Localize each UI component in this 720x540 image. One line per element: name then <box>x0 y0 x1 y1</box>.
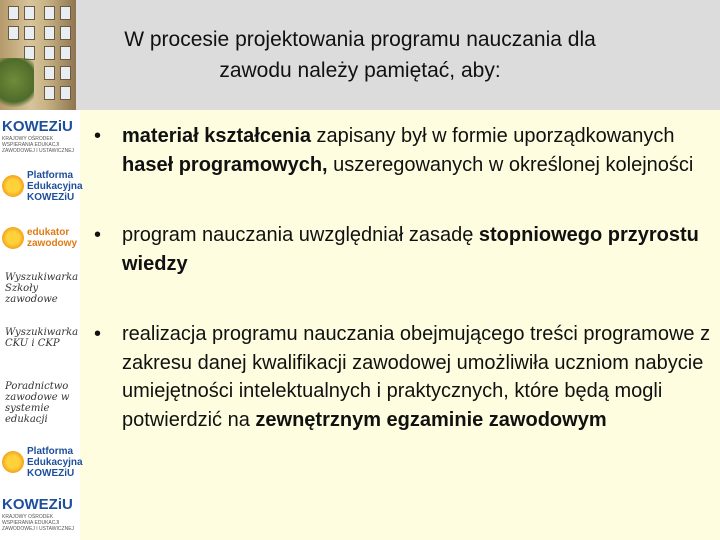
logo-sidebar <box>0 110 83 540</box>
bullet-item-2 <box>88 221 712 278</box>
slide-title-line-2: zawodu należy pamiętać, aby: <box>219 59 501 82</box>
koweziu-logo-2-subtitle: KRAJOWY OŚRODEK WSPIERANIA EDUKACJI ZAWODOWEJ I USTAWICZNEJ <box>2 514 75 532</box>
building-photo <box>0 0 76 110</box>
sun-icon <box>2 451 24 473</box>
koweziu-logo-subtitle: KRAJOWY OŚRODEK WSPIERANIA EDUKACJI ZAWODOWEJ I USTAWICZNEJ <box>2 136 75 154</box>
bullet-1-bold-1: materiał kształcenia <box>122 125 311 147</box>
edukator-zawodowy-logo-text: edukator zawodowy <box>27 227 78 249</box>
bullet-2-text-1: program nauczania uwzględniał zasadę <box>122 224 479 246</box>
koweziu-logo[interactable] <box>2 114 76 158</box>
slide-title <box>80 24 640 86</box>
bullet-1-text-1: zapisany był w formie uporządkowanych <box>311 125 675 147</box>
bullet-marker: • <box>94 323 102 345</box>
slide-header <box>0 0 720 110</box>
wyszukiwarka-szkoly-logo-text: Wyszukiwarka Szkoły zawodowe <box>5 271 79 305</box>
koweziu-logo-2[interactable] <box>2 492 76 536</box>
wyszukiwarka-cku-logo-text: Wyszukiwarka CKU i CKP <box>5 327 79 349</box>
bullet-marker: • <box>94 224 102 246</box>
bullet-marker: • <box>94 125 102 147</box>
wyszukiwarka-szkoly-logo[interactable] <box>2 266 79 310</box>
edukator-zawodowy-logo[interactable] <box>2 216 76 260</box>
platforma-edukacyjna-logo[interactable] <box>2 164 83 208</box>
poradnictwo-zawodowe-logo-text: Poradnictwo zawodowe w systemie edukacji <box>5 381 70 425</box>
platforma-edukacyjna-logo-2-text: Platforma Edukacyjna KOWEZiU <box>27 445 83 479</box>
platforma-edukacyjna-logo-text: Platforma Edukacyjna KOWEZiU <box>27 169 83 203</box>
bullet-2-bold-1: stopniowego przyrostu wiedzy <box>122 224 699 275</box>
koweziu-logo-2-text: KOWEZiU <box>2 496 73 513</box>
bullet-3-text-1: realizacja programu nauczania obejmującego treści programowe z zakresu danej kwalifikacji zawodowej umożliwiła uczniom nabycie umiejętności intelektualnych i praktycznych, które będą mogli potwierdzić na <box>122 323 711 431</box>
bullet-list <box>88 122 712 434</box>
slide-title-line-1: W procesie projektowania programu nauczania dla <box>124 28 596 51</box>
poradnictwo-zawodowe-logo[interactable] <box>2 368 76 438</box>
sun-icon <box>2 227 24 249</box>
bullet-1-text-2: uszeregowanych w określonej kolejności <box>327 153 694 176</box>
sun-icon <box>2 175 24 197</box>
bullet-1-bold-2: haseł programowych, <box>122 153 328 176</box>
bullet-3-bold-1: zewnętrznym egzaminie zawodowym <box>255 408 607 431</box>
wyszukiwarka-cku-logo[interactable] <box>2 316 79 360</box>
koweziu-logo-text: KOWEZiU <box>2 118 73 135</box>
bullet-item-3 <box>88 320 712 434</box>
platforma-edukacyjna-logo-2[interactable] <box>2 440 83 484</box>
bullet-item-1 <box>88 122 712 179</box>
